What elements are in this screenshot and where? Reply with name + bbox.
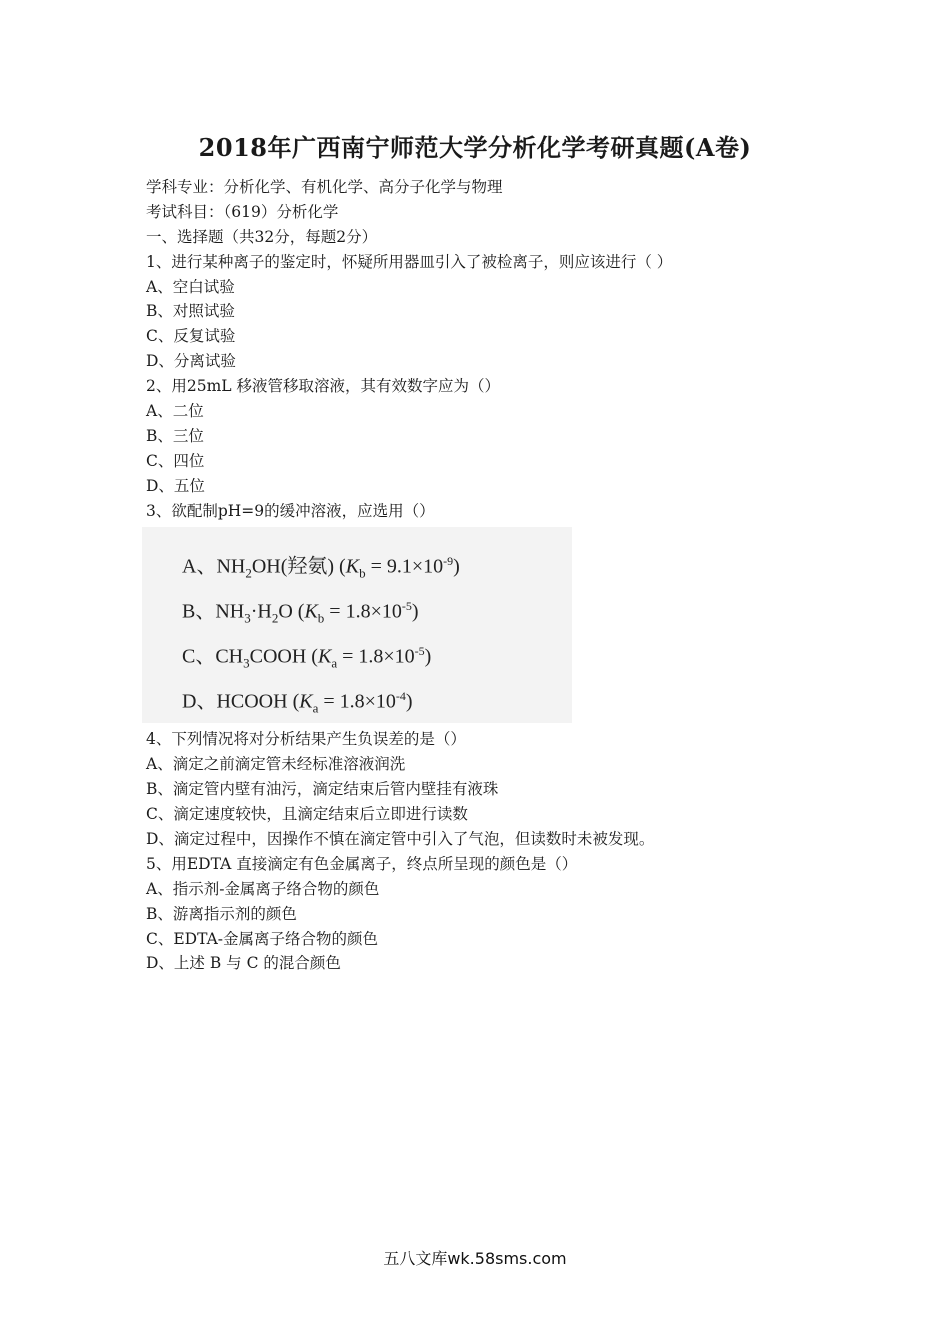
option: B、对照试验	[146, 302, 235, 321]
option: D、上述 B 与 C 的混合颜色	[146, 954, 341, 973]
option: C、EDTA-金属离子络合物的颜色	[146, 929, 379, 948]
option: C、反复试验	[146, 327, 236, 346]
section-heading: 一、选择题（共32分，每题2分）	[146, 227, 378, 246]
question-stem: 5、用EDTA 直接滴定有色金属离子，终点所呈现的颜色是（）	[146, 854, 578, 873]
question-stem: 1、进行某种离子的鉴定时，怀疑所用器皿引入了被检离子，则应该进行（ ）	[146, 252, 673, 271]
page-title: 2018年广西南宁师范大学分析化学考研真题(A卷)	[198, 133, 752, 162]
subject-line: 学科专业：分析化学、有机化学、高分子化学与物理	[146, 178, 503, 196]
formula-option-d: D、HCOOH $(K_a = 1.8\times 10^{-4})$	[182, 689, 413, 717]
option: C、滴定速度较快，且滴定结束后立即进行读数	[146, 805, 468, 824]
footer-watermark: 五八文库wk.58sms.com	[383, 1249, 567, 1268]
question-stem: 3、欲配制pH=9的缓冲溶液，应选用（）	[146, 501, 435, 520]
option: A、空白试验	[146, 277, 235, 296]
question-stem: 4、下列情况将对分析结果产生负误差的是（）	[146, 730, 466, 749]
option: D、滴定过程中，因操作不慎在滴定管中引入了气泡，但读数时未被发现。	[146, 830, 655, 849]
question-stem: 2、用25mL 移液管移取溶液，其有效数字应为（）	[146, 377, 501, 396]
formula-image	[142, 527, 572, 723]
option: B、游离指示剂的颜色	[146, 904, 297, 923]
option: D、分离试验	[146, 352, 236, 371]
formula-option-b: B、$NH_3\cdot H_2O$ $(K_b = 1.8\times 10^{-5})$	[182, 599, 419, 627]
formula-option-a: A、$NH_2OH$(羟氨) $(K_b = 9.1\times 10^{-9})$	[182, 554, 460, 582]
exam-body	[146, 175, 846, 976]
exam-line: 考试科目：（619）分析化学	[146, 202, 339, 221]
option: A、指示剂-金属离子络合物的颜色	[146, 879, 380, 898]
option: B、三位	[146, 426, 204, 445]
option: A、二位	[146, 402, 204, 421]
option: A、滴定之前滴定管未经标准溶液润洗	[146, 755, 406, 774]
option: D、五位	[146, 476, 205, 495]
formula-option-c: C、$CH_3COOH$ $(K_a = 1.8\times 10^{-5})$	[182, 644, 432, 672]
option: C、四位	[146, 451, 205, 470]
option: B、滴定管内壁有油污，滴定结束后管内壁挂有液珠	[146, 780, 499, 799]
